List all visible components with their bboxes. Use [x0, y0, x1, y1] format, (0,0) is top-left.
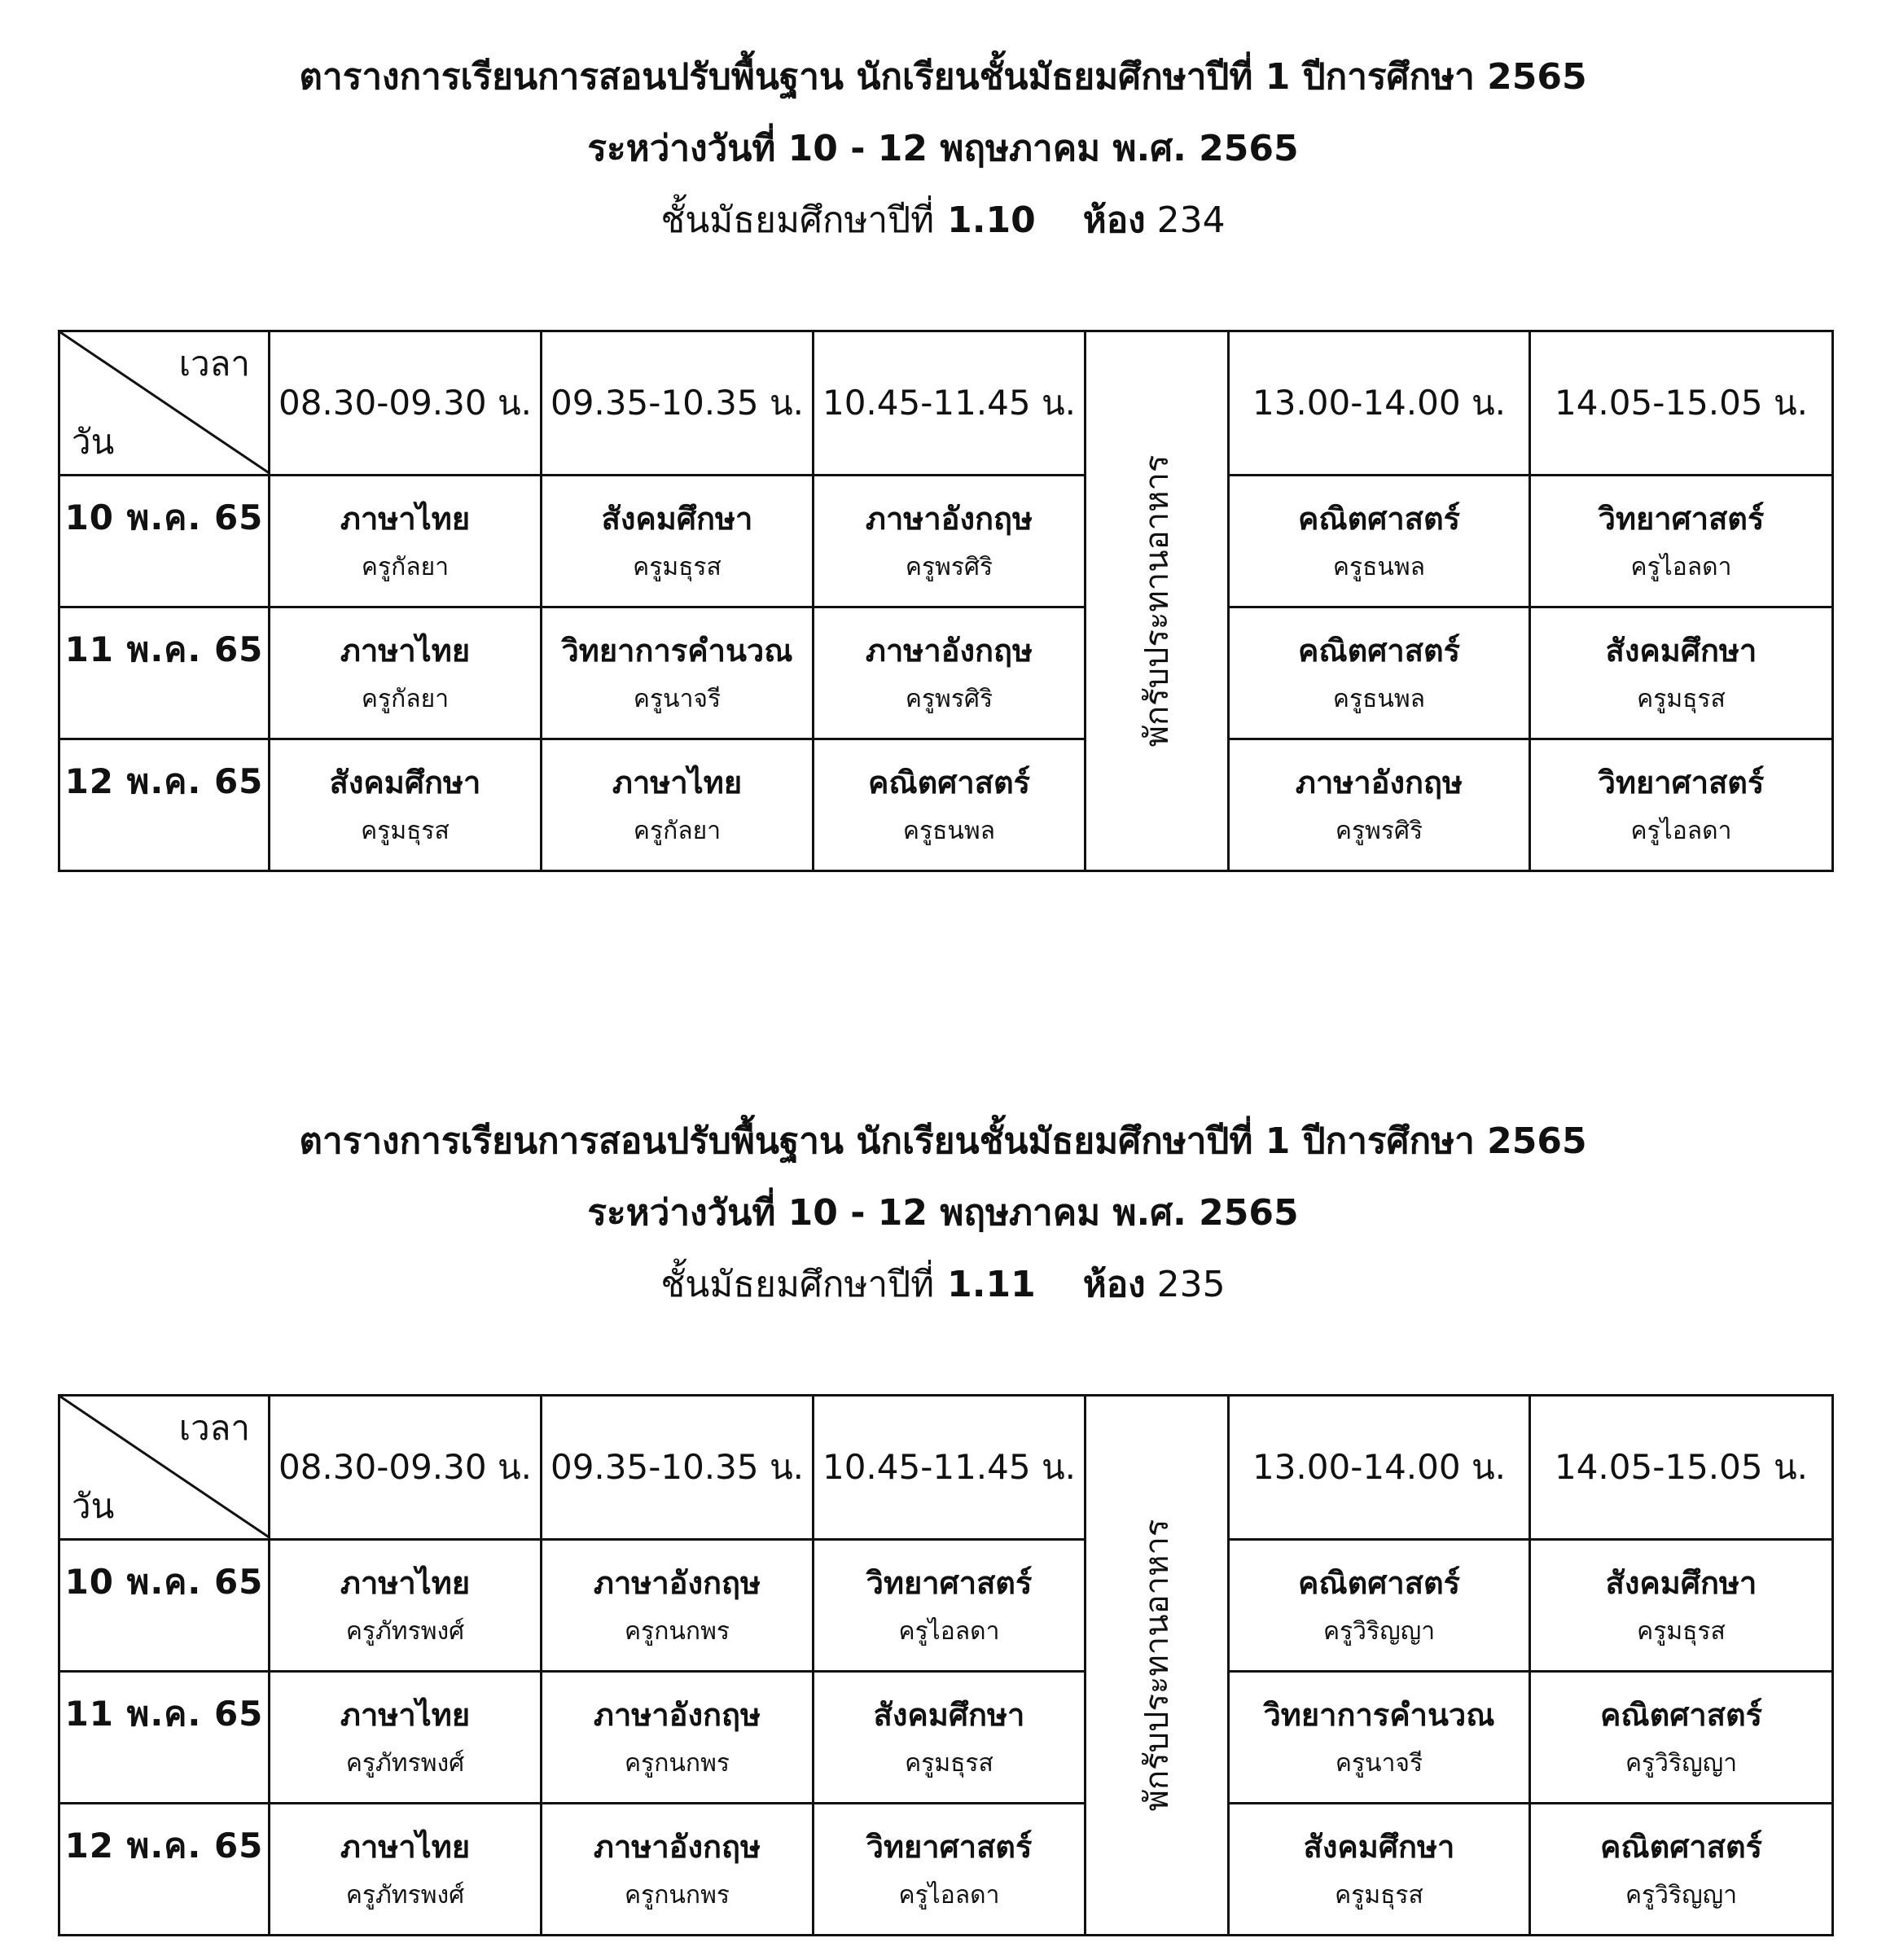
time-slot-header: 08.30-09.30 น. [270, 1396, 542, 1540]
teacher-name: ครูภัทรพงศ์ [345, 1616, 465, 1646]
class-cell [1229, 607, 1530, 739]
class-cell [1229, 1540, 1530, 1672]
class-cell [814, 1804, 1086, 1936]
subject-name: คณิตศาสตร์ [1599, 1696, 1763, 1733]
subject-name: วิทยาศาสตร์ [1598, 500, 1765, 537]
teacher-name: ครูพรศิริ [905, 552, 993, 581]
corner-cell [59, 331, 270, 476]
day-row [59, 607, 1833, 739]
day-label: 10 พ.ค. 65 [59, 476, 270, 607]
class-cell [1530, 476, 1833, 607]
teacher-name: ครูมธุรส [1637, 684, 1726, 713]
subject-name: คณิตศาสตร์ [1297, 1564, 1461, 1601]
subject-name: วิทยาการคำนวณ [561, 632, 793, 669]
subject-name: วิทยาการคำนวณ [1263, 1696, 1495, 1733]
class-cell [270, 607, 542, 739]
corner-cell [59, 1396, 270, 1540]
class-cell [1229, 1804, 1530, 1936]
subject-name: วิทยาศาสตร์ [1598, 764, 1765, 800]
class-cell [1530, 739, 1833, 871]
class-info [0, 1261, 1886, 1309]
subject-name: คณิตศาสตร์ [1599, 1828, 1763, 1865]
schedule-title: ตารางการเรียนการสอนปรับพื้นฐาน นักเรียนชั้นมัธยมศึกษาปีที่ 1 ปีการศึกษา 2565 [299, 56, 1587, 98]
teacher-name: ครูพรศิริ [1335, 816, 1423, 845]
class-label: ชั้นมัธยมศึกษาปีที่ [660, 1264, 935, 1305]
teacher-name: ครูภัทรพงศ์ [345, 1748, 465, 1778]
class-label: ชั้นมัธยมศึกษาปีที่ [660, 200, 935, 241]
room-label: ห้อง [1082, 1264, 1146, 1305]
subject-name: วิทยาศาสตร์ [866, 1564, 1033, 1601]
time-slot-header: 13.00-14.00 น. [1229, 331, 1530, 476]
class-cell [1229, 1672, 1530, 1804]
time-slot-header: 08.30-09.30 น. [270, 331, 542, 476]
subject-name: สังคมศึกษา [1605, 632, 1757, 669]
subject-name: คณิตศาสตร์ [1297, 632, 1461, 669]
schedule-period: ระหว่างวันที่ 10 - 12 พฤษภาคม พ.ศ. 2565 [587, 1192, 1299, 1234]
time-slot-header: 09.35-10.35 น. [542, 1396, 814, 1540]
teacher-name: ครูไอลดา [898, 1616, 1000, 1646]
class-cell [542, 739, 814, 871]
header-row [59, 331, 1833, 476]
teacher-name: ครูไอลดา [1630, 816, 1732, 845]
teacher-name: ครูนาจรี [633, 684, 722, 713]
subject-name: ภาษาไทย [340, 500, 471, 537]
day-row [59, 739, 1833, 871]
subject-name: วิทยาศาสตร์ [866, 1828, 1033, 1865]
class-cell [270, 1540, 542, 1672]
subject-name: ภาษาอังกฤษ [1295, 764, 1463, 800]
teacher-name: ครูมธุรส [1637, 1616, 1726, 1646]
class-cell [1530, 1540, 1833, 1672]
class-value: 1.10 [947, 200, 1036, 241]
day-label: 10 พ.ค. 65 [59, 1540, 270, 1672]
class-cell [542, 1672, 814, 1804]
header-row [59, 1396, 1833, 1540]
class-cell [1229, 476, 1530, 607]
teacher-name: ครูกัลยา [633, 816, 722, 845]
lunch-break-cell [1086, 331, 1229, 871]
lunch-break-label: พักรับประทานอาหาร [1138, 1519, 1176, 1812]
day-row [59, 1540, 1833, 1672]
day-row [59, 476, 1833, 607]
class-cell [1530, 607, 1833, 739]
teacher-name: ครูวิริญญา [1625, 1880, 1738, 1910]
corner-day-label: วัน [72, 422, 115, 462]
subject-name: สังคมศึกษา [1303, 1828, 1455, 1865]
timetable [58, 330, 1834, 872]
subject-name: ภาษาอังกฤษ [593, 1696, 761, 1733]
class-cell [542, 1804, 814, 1936]
teacher-name: ครูมธุรส [361, 816, 450, 845]
subject-name: ภาษาไทย [340, 1828, 471, 1865]
time-slot-header: 14.05-15.05 น. [1530, 1396, 1833, 1540]
teacher-name: ครูกนกพร [625, 1616, 730, 1646]
class-cell [814, 607, 1086, 739]
teacher-name: ครูวิริญญา [1322, 1616, 1436, 1646]
teacher-name: ครูธนพล [1332, 684, 1426, 713]
teacher-name: ครูนาจรี [1335, 1748, 1423, 1778]
class-cell [814, 739, 1086, 871]
lunch-break-label: พักรับประทานอาหาร [1138, 454, 1176, 748]
day-row [59, 1804, 1833, 1936]
class-cell [1530, 1672, 1833, 1804]
time-slot-header: 10.45-11.45 น. [814, 331, 1086, 476]
lunch-break-cell [1086, 1396, 1229, 1936]
class-cell [814, 476, 1086, 607]
class-cell [270, 1672, 542, 1804]
room-label: ห้อง [1082, 200, 1146, 241]
class-cell [270, 476, 542, 607]
room-value: 234 [1156, 200, 1226, 241]
teacher-name: ครูกัลยา [361, 552, 450, 581]
time-slot-header: 10.45-11.45 น. [814, 1396, 1086, 1540]
subject-name: ภาษาไทย [340, 1564, 471, 1601]
subject-name: ภาษาอังกฤษ [865, 632, 1033, 669]
day-label: 11 พ.ค. 65 [59, 1672, 270, 1804]
corner-time-label: เวลา [178, 1408, 250, 1448]
subject-name: สังคมศึกษา [873, 1696, 1025, 1733]
teacher-name: ครูมธุรส [905, 1748, 993, 1778]
subject-name: ภาษาอังกฤษ [593, 1828, 761, 1865]
subject-name: ภาษาอังกฤษ [865, 500, 1033, 537]
class-cell [1530, 1804, 1833, 1936]
subject-name: ภาษาอังกฤษ [593, 1564, 761, 1601]
time-slot-header: 13.00-14.00 น. [1229, 1396, 1530, 1540]
teacher-name: ครูวิริญญา [1625, 1748, 1738, 1778]
class-cell [814, 1540, 1086, 1672]
class-cell [542, 1540, 814, 1672]
class-info [0, 196, 1886, 245]
teacher-name: ครูไอลดา [898, 1880, 1000, 1910]
teacher-name: ครูธนพล [902, 816, 996, 845]
class-cell [270, 1804, 542, 1936]
corner-day-label: วัน [72, 1486, 115, 1526]
class-cell [542, 476, 814, 607]
day-label: 12 พ.ค. 65 [59, 1804, 270, 1936]
class-cell [1229, 739, 1530, 871]
corner-time-label: เวลา [178, 344, 250, 384]
subject-name: สังคมศึกษา [329, 764, 481, 800]
subject-name: คณิตศาสตร์ [867, 764, 1031, 800]
teacher-name: ครูมธุรส [633, 552, 722, 581]
teacher-name: ครูกัลยา [361, 684, 450, 713]
subject-name: ภาษาไทย [340, 1696, 471, 1733]
class-cell [814, 1672, 1086, 1804]
class-value: 1.11 [947, 1264, 1036, 1305]
subject-name: สังคมศึกษา [1605, 1564, 1757, 1601]
time-slot-header: 09.35-10.35 น. [542, 331, 814, 476]
day-label: 11 พ.ค. 65 [59, 607, 270, 739]
schedule-title: ตารางการเรียนการสอนปรับพื้นฐาน นักเรียนชั้นมัธยมศึกษาปีที่ 1 ปีการศึกษา 2565 [299, 1120, 1587, 1162]
timetable [58, 1394, 1834, 1936]
room-value: 235 [1156, 1264, 1226, 1305]
teacher-name: ครูภัทรพงศ์ [345, 1880, 465, 1910]
subject-name: ภาษาไทย [612, 764, 743, 800]
time-slot-header: 14.05-15.05 น. [1530, 331, 1833, 476]
class-cell [270, 739, 542, 871]
day-label: 12 พ.ค. 65 [59, 739, 270, 871]
class-cell [542, 607, 814, 739]
subject-name: คณิตศาสตร์ [1297, 500, 1461, 537]
teacher-name: ครูไอลดา [1630, 552, 1732, 581]
teacher-name: ครูกนกพร [625, 1880, 730, 1910]
teacher-name: ครูธนพล [1332, 552, 1426, 581]
teacher-name: ครูพรศิริ [905, 684, 993, 713]
subject-name: สังคมศึกษา [601, 500, 753, 537]
teacher-name: ครูมธุรส [1335, 1880, 1423, 1910]
subject-name: ภาษาไทย [340, 632, 471, 669]
schedule-period: ระหว่างวันที่ 10 - 12 พฤษภาคม พ.ศ. 2565 [587, 128, 1299, 169]
day-row [59, 1672, 1833, 1804]
teacher-name: ครูกนกพร [625, 1748, 730, 1778]
